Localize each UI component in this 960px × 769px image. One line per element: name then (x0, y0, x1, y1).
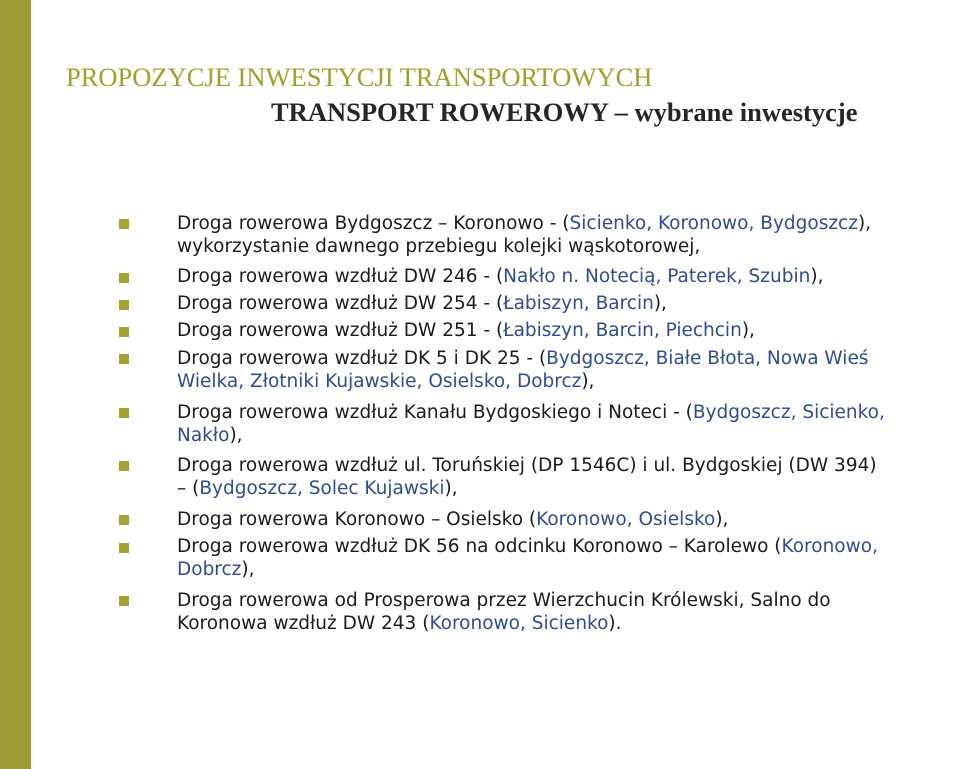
item-7-line-2: – (Bydgoszcz, Solec Kujawski), (177, 478, 458, 499)
item-1-line-1: Droga rowerowa Bydgoszcz – Koronowo - (Sicienko, Koronowo, Bydgoszcz), (177, 213, 872, 234)
item-9-line-1: Droga rowerowa wzdłuż DK 56 na odcinku Koronowo – Karolewo (Koronowo, (177, 536, 878, 557)
item-2-line-1: Droga rowerowa wzdłuż DW 246 - (Nakło n. Notecią, Paterek, Szubin), (177, 266, 824, 287)
item-1-line-2: wykorzystanie dawnego przebiegu kolejki wąskotorowej, (177, 236, 701, 257)
bullet-icon (119, 543, 129, 553)
item-8-line-1: Droga rowerowa Koronowo – Osielsko (Koronowo, Osielsko), (177, 509, 729, 530)
item-7-line-1: Droga rowerowa wzdłuż ul. Toruńskiej (DP 1546C) i ul. Bydgoskiej (DW 394) (177, 455, 877, 476)
item-4-line-1: Droga rowerowa wzdłuż DW 251 - (Łabiszyn, Barcin, Piechcin), (177, 320, 755, 341)
item-10-line-1: Droga rowerowa od Prosperowa przez Wierzchucin Królewski, Salno do (177, 590, 831, 611)
bullet-icon (119, 273, 129, 283)
bullet-icon (119, 300, 129, 310)
item-3-line-1: Droga rowerowa wzdłuż DW 254 - (Łabiszyn, Barcin), (177, 293, 667, 314)
item-10-line-2: Koronowa wzdłuż DW 243 (Koronowo, Sicienko). (177, 613, 622, 634)
bullet-icon (119, 515, 129, 525)
item-5-line-1: Droga rowerowa wzdłuż DK 5 i DK 25 - (Bydgoszcz, Białe Błota, Nowa Wieś (177, 348, 869, 369)
item-9-line-2: Dobrcz), (177, 559, 255, 580)
bullet-icon (119, 461, 129, 471)
bullet-icon (119, 596, 129, 606)
item-5-line-2: Wielka, Złotniki Kujawskie, Osielsko, Dobrcz), (177, 371, 595, 392)
slide-title: PROPOZYCJE INWESTYCJI TRANSPORTOWYCH (66, 62, 653, 92)
item-6-line-2: Nakło), (177, 425, 243, 446)
bullet-icon (119, 327, 129, 337)
bullet-icon (119, 219, 129, 229)
side-accent-bar (0, 0, 31, 769)
item-6-line-1: Droga rowerowa wzdłuż Kanału Bydgoskiego i Noteci - (Bydgoszcz, Sicienko, (177, 402, 885, 423)
bullet-icon (119, 354, 129, 364)
bullet-icon (119, 408, 129, 418)
slide-subtitle: TRANSPORT ROWEROWY – wybrane inwestycje (271, 97, 858, 127)
